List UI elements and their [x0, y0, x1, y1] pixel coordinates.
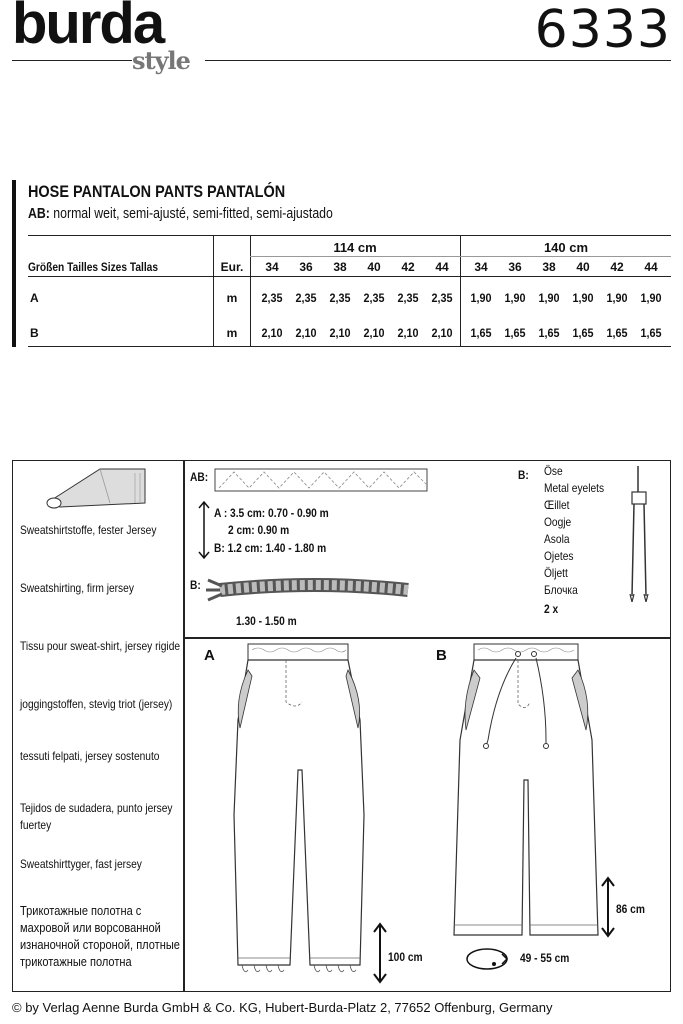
fit-description: AB: normal weit, semi-ajusté, semi-fitted, semi-ajustado [28, 205, 333, 222]
view-a-drawing [224, 640, 374, 985]
width-arrow-icon [197, 500, 211, 560]
eur-label: Eur. [220, 260, 244, 274]
hem-circumference-icon [462, 944, 512, 974]
eyelet-name: Блочка [544, 583, 578, 597]
row-unit-B: m [226, 326, 238, 340]
row-unit-A: m [226, 291, 238, 305]
eyelet-quantity: 2 x [544, 602, 559, 616]
fabric-fr: Tissu pour sweat-shirt, jersey rigide [20, 639, 181, 653]
yardage-114: 2,35 [329, 291, 351, 305]
fabric-ru: Трикотажные полотна с махровой или ворсованной изнаночной стороной, плотные трикотажные полотна [20, 903, 180, 969]
size-140-40: 40 [576, 260, 590, 274]
elastic-a2-amount: 2 cm: 0.90 m [228, 523, 290, 537]
yardage-140: 1,65 [538, 326, 560, 340]
header-rule-left [12, 60, 132, 61]
header-rule-right [205, 60, 671, 61]
cord-icon [204, 568, 416, 608]
size-140-38: 38 [542, 260, 556, 274]
eyelet-names [544, 463, 604, 599]
view-b-label: B [436, 647, 447, 664]
yardage-140: 1,65 [606, 326, 628, 340]
brand-sub-logo: style [132, 46, 190, 75]
size-140-42: 42 [610, 260, 624, 274]
fabric-roll-icon [40, 463, 150, 513]
eyelet-name: Oogje [544, 515, 572, 529]
copyright-footer: © by Verlag Aenne Burda GmbH & Co. KG, Hubert-Burda-Platz 2, 77652 Offenburg, Germany [12, 1000, 553, 1015]
size-114-38: 38 [333, 260, 347, 274]
yardage-140: 1,65 [640, 326, 662, 340]
yardage-114: 2,35 [397, 291, 419, 305]
yardage-140: 1,90 [640, 291, 662, 305]
view-a-length: 100 cm [388, 950, 423, 964]
fabric-nl: joggingstoffen, stevig triot (jersey) [20, 697, 173, 711]
view-b-drawing [446, 640, 606, 945]
length-b-arrow-icon [600, 876, 616, 938]
width-140-label: 140 cm [543, 240, 589, 255]
yardage-114: 2,10 [431, 326, 453, 340]
title-bar [12, 180, 16, 347]
yardage-140: 1,90 [606, 291, 628, 305]
size-140-34: 34 [474, 260, 488, 274]
yardage-114: 2,35 [363, 291, 385, 305]
yardage-114: 2,10 [397, 326, 419, 340]
eyelet-tool-icon [620, 466, 660, 602]
view-b-hem-width: 49 - 55 cm [520, 951, 570, 965]
yardage-114: 2,35 [295, 291, 317, 305]
view-a-label: A [204, 647, 215, 664]
yardage-140: 1,65 [572, 326, 594, 340]
size-114-34: 34 [265, 260, 279, 274]
yardage-140: 1,65 [470, 326, 492, 340]
notion-b-label: B: [190, 578, 201, 592]
size-114-36: 36 [299, 260, 313, 274]
view-b-length: 86 cm [616, 902, 645, 916]
width-114-label: 114 cm [333, 240, 377, 255]
yardage-114: 2,10 [329, 326, 351, 340]
size-114-40: 40 [367, 260, 381, 274]
yardage-140: 1,90 [572, 291, 594, 305]
yardage-114: 2,10 [363, 326, 385, 340]
eyelet-name: Œillet [544, 498, 570, 512]
fabric-sv: Sweatshirttyger, fast jersey [20, 857, 142, 871]
yardage-140: 1,90 [470, 291, 492, 305]
fabric-de: Sweatshirtstoffe, fester Jersey [20, 523, 157, 537]
eyelet-name: Öljett [544, 566, 568, 580]
sizes-label: Größen Tailles Sizes Tallas [28, 260, 159, 274]
pattern-number: 6333 [534, 0, 671, 60]
fabric-en: Sweatshirting, firm jersey [20, 581, 134, 595]
eyelet-name: Öse [544, 464, 563, 478]
cord-length: 1.30 - 1.50 m [236, 614, 297, 628]
yardage-114: 2,10 [295, 326, 317, 340]
yardage-140: 1,65 [504, 326, 526, 340]
size-140-36: 36 [508, 260, 522, 274]
eyelet-name: Asola [544, 532, 570, 546]
elastic-a-amount: A : 3.5 cm: 0.70 - 0.90 m [214, 506, 329, 520]
eyelet-name: Ojetes [544, 549, 574, 563]
elastic-b-amount: B: 1.2 cm: 1.40 - 1.80 m [214, 541, 327, 555]
length-a-arrow-icon [372, 922, 388, 984]
row-view-A: A [30, 291, 39, 305]
eyelet-name: Metal eyelets [544, 481, 605, 495]
yardage-140: 1,90 [504, 291, 526, 305]
yardage-114: 2,35 [261, 291, 283, 305]
notion-ab-label: AB: [190, 470, 209, 484]
elastic-icon [214, 468, 429, 494]
brand-logo: burda [12, 0, 164, 56]
row-view-B: B [30, 326, 39, 340]
size-114-44: 44 [435, 260, 449, 274]
page-title: HOSE PANTALON PANTS PANTALÓN [28, 182, 286, 201]
yardage-140: 1,90 [538, 291, 560, 305]
size-114-42: 42 [401, 260, 415, 274]
yardage-114: 2,10 [261, 326, 283, 340]
eyelet-view-label: B: [518, 468, 529, 482]
yardage-114: 2,35 [431, 291, 453, 305]
fabric-es: Tejidos de sudadera, punto jersey fuertey [20, 801, 173, 832]
size-140-44: 44 [644, 260, 658, 274]
fabric-it: tessuti felpati, jersey sostenuto [20, 749, 160, 763]
